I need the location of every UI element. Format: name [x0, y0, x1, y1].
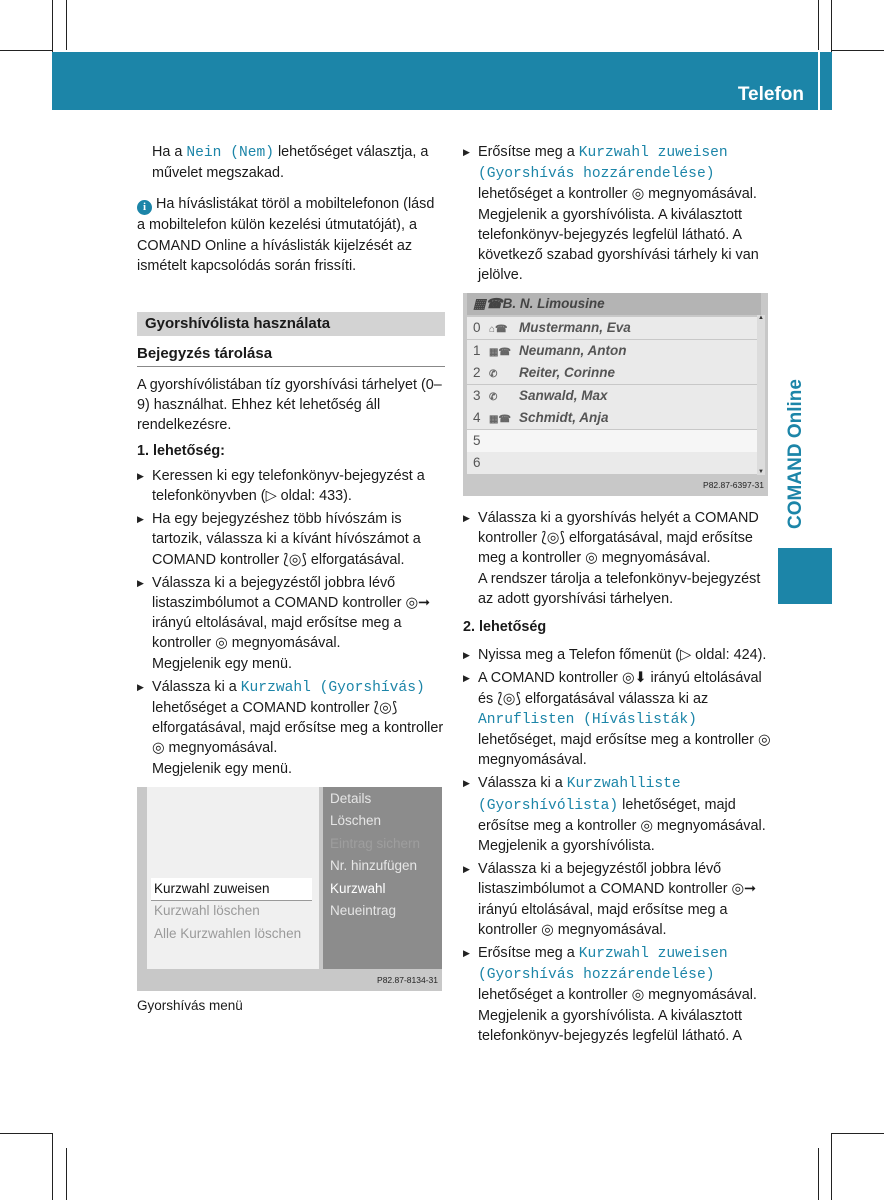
phone-icon: ▦☎ — [473, 296, 503, 311]
info-note: i Ha híváslistákat töröl a mobiltelefonon (lásd a mobiltelefon külön kezelési útmutatóját), a COMAND Online a híváslisták kijelzését az ismételt kapcsolódás során frissíti. — [137, 196, 435, 274]
step: ▶ A COMAND kontroller ◎⬇ irányú eltolásával és ⟅◎⟆ elforgatásával válassza ki az Anruflisten (Híváslisták) lehetőséget, majd erősítse meg a kontroller ◎ megnyomásával. — [463, 668, 771, 770]
menu-item-kurzwahl: Kurzwahl — [330, 881, 386, 896]
home-phone-icon: ⌂☎ — [489, 324, 508, 335]
step-result: Megjelenik a gyorshívólista. A kiválasztott telefonkönyv-bejegyzés legfelül látható. A — [478, 1007, 742, 1044]
crop-mark — [0, 1133, 52, 1134]
figure-code: P82.87-8134-31 — [377, 975, 438, 985]
crop-mark — [831, 1133, 832, 1200]
step: ▶ Válassza ki a gyorshívás helyét a COMAND kontroller ⟅◎⟆ elforgatásával, majd erősítse meg a kontroller ◎ megnyomásával. — [463, 508, 771, 569]
crop-mark — [818, 0, 819, 50]
menu-item-eintrag-sichern: Eintrag sichern — [330, 836, 421, 851]
info-icon: i — [137, 200, 152, 215]
crop-mark — [52, 0, 53, 52]
step: ▶ Erősítse meg a Kurzwahl zuweisen (Gyorshívás hozzárendelése) lehetőséget a kontroller ◎ megnyomásával. — [463, 142, 771, 205]
step-result: Megjelenik a gyorshívólista. A kiválasztott telefonkönyv-bejegyzés legfelül látható. A következő szabad gyorshívási tárhely ki van jelölve. — [478, 206, 759, 284]
list-row: 0 ⌂☎ Mustermann, Eva — [467, 317, 757, 339]
step: ▶ Válassza ki a Kurzwahlliste (Gyorshívólista) lehetőséget, majd erősítse meg a kontroller ◎ megnyomásával. — [463, 773, 771, 836]
list-row: 6 — [467, 452, 757, 474]
list-row: 3 ✆ Sanwald, Max — [467, 385, 757, 407]
office-phone-icon: ▦☎ — [489, 347, 511, 358]
step: ▶ Keressen ki egy telefonkönyv-bejegyzést a telefonkönyvben (▷ oldal: 433). — [137, 466, 445, 506]
office-phone-icon: ▦☎ — [489, 414, 511, 425]
step-result: Megjelenik egy menü. — [152, 760, 292, 777]
crop-mark — [832, 1133, 884, 1134]
crop-mark — [831, 0, 832, 52]
step-result: Megjelenik a gyorshívólista. — [478, 838, 655, 855]
code-kurzwahl-zuweisen: Kurzwahl zuweisen (Gyorshívás hozzárendelése) — [478, 946, 728, 984]
page-number: 439 — [838, 86, 866, 103]
option-2-heading: 2. lehetőség — [463, 619, 547, 636]
mobile-phone-icon: ✆ — [489, 369, 498, 380]
list-row-selected: 5 — [467, 430, 757, 452]
code-kurzwahl: Kurzwahl (Gyorshívás) — [240, 679, 425, 696]
crop-mark — [66, 0, 67, 50]
right-column-bottom — [463, 508, 771, 1046]
code-kurzwahlliste: Kurzwahlliste (Gyorshívólista) — [478, 776, 681, 814]
menu-screenshot — [137, 787, 442, 991]
step: ▶ Ha egy bejegyzéshez több hívószám is tartozik, válassza ki a kívánt hívószámot a COMAND kontroller ⟅◎⟆ elforgatásával. — [137, 509, 445, 570]
chapter-tab: COMAND Online — [785, 379, 806, 529]
crop-mark — [832, 50, 884, 51]
speed-dial-list-screenshot — [463, 293, 768, 496]
code-nein: Nein (Nem) — [186, 145, 274, 161]
paragraph: A gyorshívólistában tíz gyorshívási tárhelyet (0–9) használhat. Ehhez két lehetőség áll rendelkezésre. — [137, 377, 442, 434]
code-anruflisten: Anruflisten (Híváslisták) — [478, 711, 697, 728]
subsection-title: Bejegyzés tárolása — [137, 342, 445, 367]
page-title: Telefon — [737, 84, 804, 105]
scroll-up-icon: ▲ — [758, 315, 764, 321]
step: ▶ Válassza ki a bejegyzéstől jobbra lévő listaszimbólumot a COMAND kontroller ◎➞ irányú eltolásával, majd erősítse meg a kontroller ◎ megnyomásával. — [463, 859, 771, 940]
step: ▶ Nyissa meg a Telefon főmenüt (▷ oldal: 424). — [463, 645, 771, 665]
cancel-note: Ha a Nein (Nem) lehetőséget választja, a művelet megszakad. — [152, 144, 429, 182]
mobile-phone-icon: ✆ — [489, 392, 498, 403]
list-row: 4 ▦☎ Schmidt, Anja — [467, 407, 757, 429]
menu-item-loeschen: Löschen — [330, 813, 382, 828]
list-row: 2 ✆ Reiter, Corinne — [467, 362, 757, 384]
header-bar — [52, 52, 866, 110]
list-row: 1 ▦☎ Neumann, Anton — [467, 340, 757, 362]
menu-item-details: Details — [330, 791, 372, 806]
section-title: Gyorshívólista használata — [137, 312, 445, 336]
menu-item-nr-hinzufuegen: Nr. hinzufügen — [330, 858, 418, 873]
list-header: ▦☎B. N. Limousine — [467, 293, 761, 315]
menu-item-neueintrag: Neueintrag — [330, 903, 397, 918]
scrollbar — [757, 315, 765, 475]
crop-mark — [52, 1133, 53, 1200]
scroll-down-icon: ▼ — [758, 469, 764, 475]
step-result: Megjelenik egy menü. — [152, 655, 292, 672]
figure-caption: Gyorshívás menü — [137, 998, 243, 1013]
right-column-top — [463, 142, 771, 285]
step: ▶ Válassza ki a Kurzwahl (Gyorshívás) lehetőséget a COMAND kontroller ⟅◎⟆ elforgatásával, majd erősítse meg a kontroller ◎ megnyomásával. — [137, 677, 445, 759]
crop-mark — [66, 1148, 67, 1200]
code-kurzwahl-zuweisen: Kurzwahl zuweisen (Gyorshívás hozzárendelése) — [478, 145, 728, 183]
submenu-item-kurzwahl-loeschen: Kurzwahl löschen — [154, 903, 260, 918]
crop-mark — [0, 50, 52, 51]
step: ▶ Válassza ki a bejegyzéstől jobbra lévő listaszimbólumot a COMAND kontroller ◎➞ irányú eltolásával, majd erősítse meg a kontroller ◎ megnyomásával. — [137, 573, 445, 654]
figure-code: P82.87-6397-31 — [703, 480, 764, 490]
step-result: A rendszer tárolja a telefonkönyv-bejegyzést az adott gyorshívási tárhelyen. — [478, 570, 761, 607]
step: ▶ Erősítse meg a Kurzwahl zuweisen (Gyorshívás hozzárendelése) lehetőséget a kontroller ◎ megnyomásával. — [463, 943, 771, 1006]
submenu-item-alle-loeschen: Alle Kurzwahlen löschen — [154, 926, 302, 941]
left-column — [137, 142, 445, 779]
submenu-item-kurzwahl-zuweisen: Kurzwahl zuweisen — [151, 878, 312, 901]
crop-mark — [818, 1148, 819, 1200]
option-1-heading: 1. lehetőség: — [137, 442, 225, 459]
